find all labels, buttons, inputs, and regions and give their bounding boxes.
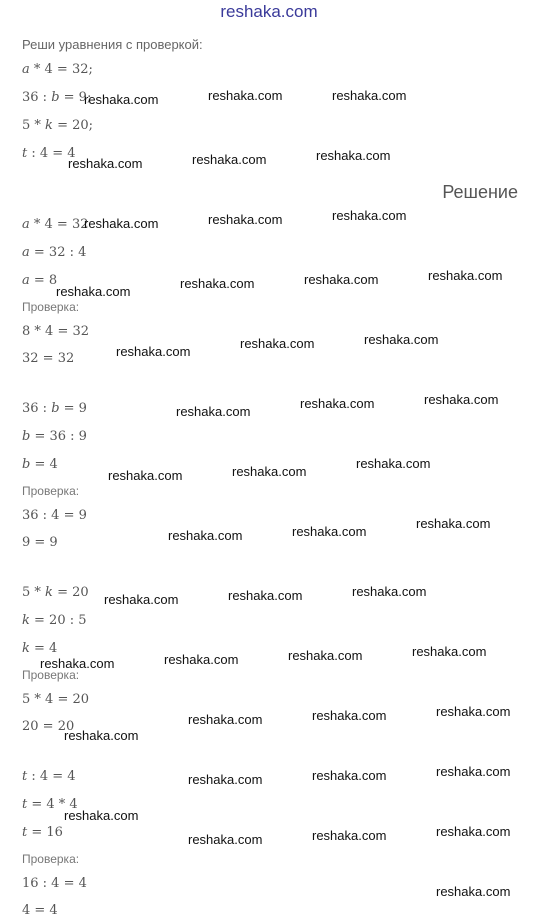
watermark: reshaka.com	[436, 884, 511, 899]
watermark: reshaka.com	[332, 88, 407, 103]
watermark: reshaka.com	[64, 808, 139, 823]
watermark: reshaka.com	[208, 88, 283, 103]
watermark: reshaka.com	[436, 764, 511, 779]
task-equation: 5 * k = 20;	[22, 118, 94, 133]
check-equation: 5 * 4 = 20	[22, 692, 90, 707]
check-equation: 20 = 20	[22, 719, 75, 734]
watermark: reshaka.com	[312, 768, 387, 783]
watermark: reshaka.com	[116, 344, 191, 359]
watermark: reshaka.com	[412, 644, 487, 659]
task-equation: a * 4 = 32;	[22, 62, 93, 77]
solution-step: b = 36 : 9	[22, 429, 87, 444]
watermark: reshaka.com	[68, 156, 143, 171]
watermark: reshaka.com	[208, 212, 283, 227]
check-equation: 9 = 9	[22, 535, 58, 550]
solution-step: b = 4	[22, 457, 58, 472]
check-equation: 4 = 4	[22, 903, 58, 918]
watermark: reshaka.com	[240, 336, 315, 351]
check-label: Проверка:	[22, 852, 80, 866]
watermark: reshaka.com	[108, 468, 183, 483]
watermark: reshaka.com	[84, 216, 159, 231]
watermark: reshaka.com	[104, 592, 179, 607]
watermark: reshaka.com	[424, 392, 499, 407]
watermark: reshaka.com	[300, 396, 375, 411]
check-equation: 16 : 4 = 4	[22, 876, 87, 891]
watermark: reshaka.com	[164, 652, 239, 667]
watermark: reshaka.com	[428, 268, 503, 283]
check-label: Проверка:	[22, 668, 80, 682]
watermark: reshaka.com	[436, 704, 511, 719]
watermark: reshaka.com	[188, 832, 263, 847]
watermark: reshaka.com	[312, 708, 387, 723]
watermark: reshaka.com	[416, 516, 491, 531]
task-statement: Реши уравнения с проверкой:	[22, 37, 203, 52]
watermark: reshaka.com	[188, 772, 263, 787]
watermark: reshaka.com	[228, 588, 303, 603]
watermark: reshaka.com	[176, 404, 251, 419]
check-label: Проверка:	[22, 484, 80, 498]
watermark: reshaka.com	[232, 464, 307, 479]
watermark: reshaka.com	[288, 648, 363, 663]
check-label: Проверка:	[22, 300, 80, 314]
watermark: reshaka.com	[292, 524, 367, 539]
check-equation: 32 = 32	[22, 351, 75, 366]
watermark: reshaka.com	[192, 152, 267, 167]
watermark: reshaka.com	[352, 584, 427, 599]
watermark: reshaka.com	[364, 332, 439, 347]
watermark: reshaka.com	[188, 712, 263, 727]
solution-step: a = 8	[22, 273, 58, 288]
solution-step: a = 32 : 4	[22, 245, 87, 260]
solution-heading: Решение	[442, 182, 518, 202]
watermark: reshaka.com	[180, 276, 255, 291]
watermark: reshaka.com	[84, 92, 159, 107]
solution-step: t : 4 = 4	[22, 769, 76, 784]
watermark: reshaka.com	[312, 828, 387, 843]
watermark: reshaka.com	[356, 456, 431, 471]
watermark: reshaka.com	[332, 208, 407, 223]
solution-step: a * 4 = 32	[22, 217, 89, 232]
watermark: reshaka.com	[40, 656, 115, 671]
watermark: reshaka.com	[168, 528, 243, 543]
solution-step: 5 * k = 20	[22, 585, 89, 600]
check-equation: 36 : 4 = 9	[22, 508, 87, 523]
watermark: reshaka.com	[64, 728, 139, 743]
watermark: reshaka.com	[316, 148, 391, 163]
task-equation: 36 : b = 9;	[22, 90, 92, 105]
solution-step: t = 16	[22, 825, 63, 840]
watermark: reshaka.com	[436, 824, 511, 839]
watermark: reshaka.com	[56, 284, 131, 299]
task-equation: t : 4 = 4	[22, 146, 76, 161]
check-equation: 8 * 4 = 32	[22, 324, 90, 339]
watermark: reshaka.com	[304, 272, 379, 287]
solution-step: k = 20 : 5	[22, 613, 87, 628]
solution-step: t = 4 * 4	[22, 797, 78, 812]
site-logo: reshaka.com	[220, 2, 318, 21]
solution-step: k = 4	[22, 641, 58, 656]
solution-step: 36 : b = 9	[22, 401, 87, 416]
